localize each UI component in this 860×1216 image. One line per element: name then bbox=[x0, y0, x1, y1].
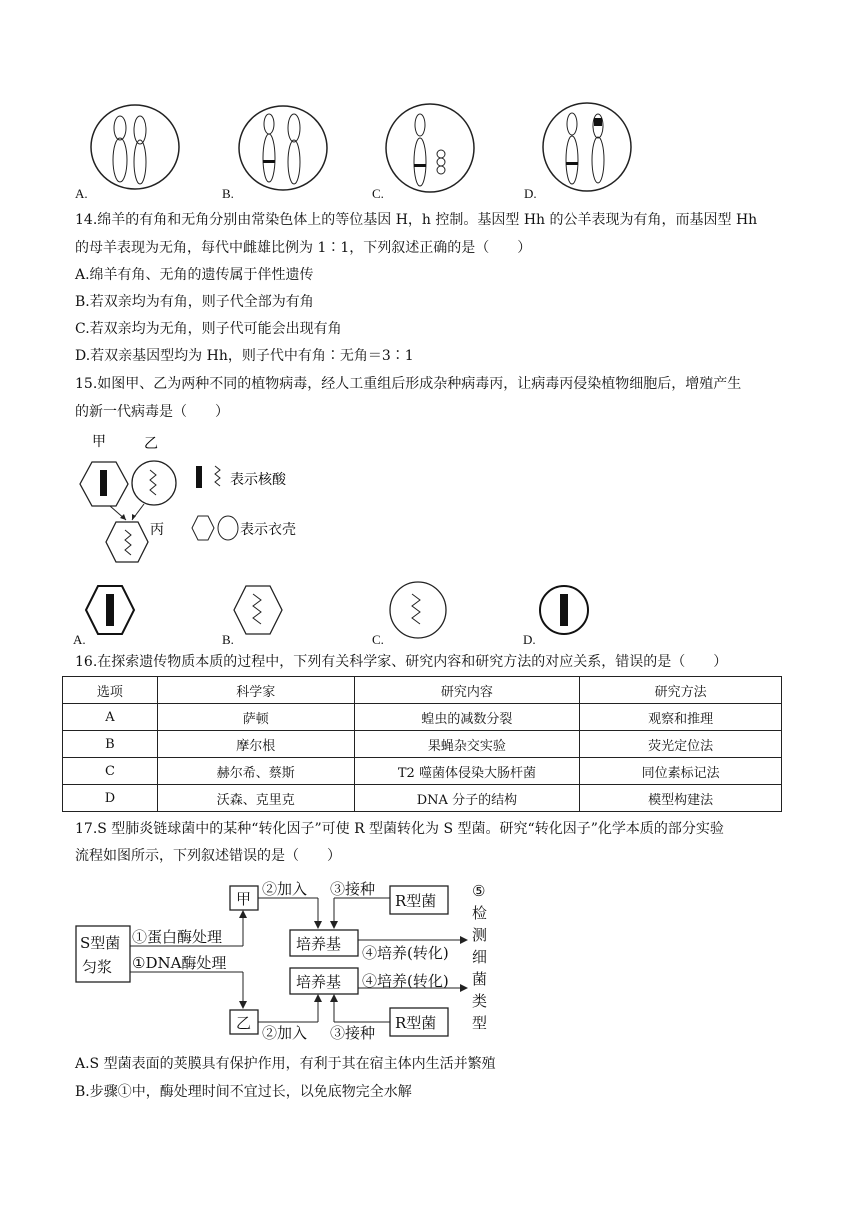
q17-yi: 乙 bbox=[236, 1014, 252, 1032]
q15-legend-circle-icon bbox=[218, 516, 238, 540]
q15-option-c: C. bbox=[372, 632, 384, 647]
table-cell: A bbox=[63, 704, 158, 731]
q15-stem-line1: 15.如图甲、乙为两种不同的植物病毒，经人工重组后形成杂种病毒丙，让病毒丙侵染植物细胞后，增殖产生 bbox=[75, 376, 742, 392]
q15-virus-diagram bbox=[70, 430, 330, 578]
q13-cell-a bbox=[91, 105, 179, 189]
table-cell: 赫尔希、蔡斯 bbox=[157, 758, 354, 785]
q17-jia: 甲 bbox=[236, 890, 252, 908]
q15-label-bing: 丙 bbox=[150, 522, 164, 538]
q17-detect-4: 菌 bbox=[472, 970, 488, 988]
table-row bbox=[63, 731, 782, 758]
table-cell: 观察和推理 bbox=[580, 704, 782, 731]
table-cell: 模型构建法 bbox=[580, 785, 782, 812]
q13-option-d: D. bbox=[524, 186, 537, 201]
q17-medium-bottom: 培养基 bbox=[296, 973, 342, 991]
q13-cell-b bbox=[239, 106, 327, 190]
table-cell: 萨顿 bbox=[157, 704, 354, 731]
q17-detect-1: 检 bbox=[472, 904, 488, 922]
table-row bbox=[63, 704, 782, 731]
q15-option-figures bbox=[70, 580, 590, 640]
q14-option-c: C.若双亲均为无角，则子代可能会出现有角 bbox=[75, 321, 342, 337]
table-cell: 果蝇杂交实验 bbox=[354, 731, 580, 758]
q15-legend-bar-icon bbox=[196, 466, 202, 488]
q17-option-a: A.S 型菌表面的荚膜具有保护作用，有利于其在宿主体内生活并繁殖 bbox=[75, 1056, 496, 1072]
q14-option-a: A.绵羊有角、无角的遗传属于伴性遗传 bbox=[75, 267, 314, 283]
table-row bbox=[63, 758, 782, 785]
table-cell: DNA 分子的结构 bbox=[354, 785, 580, 812]
q13-option-a: A. bbox=[75, 186, 88, 201]
q15-virus-bing-nucleic bbox=[125, 530, 131, 555]
q17-detect-6: 型 bbox=[472, 1014, 488, 1032]
table-cell: C bbox=[63, 758, 158, 785]
q16-table bbox=[62, 676, 782, 812]
table-cell: B bbox=[63, 731, 158, 758]
q13-cell-d bbox=[543, 103, 631, 191]
table-cell: 摩尔根 bbox=[157, 731, 354, 758]
q17-detect-5: 类 bbox=[472, 992, 488, 1010]
q15-legend-wave-icon bbox=[215, 466, 220, 486]
q14-stem-line1: 14.绵羊的有角和无角分别由常染色体上的等位基因 H，h 控制。基因型 Hh 的公羊表现为有角，而基因型 Hh bbox=[75, 212, 758, 228]
q17-add-bottom: ②加入 bbox=[262, 1024, 308, 1042]
table-header-cell: 科学家 bbox=[157, 677, 354, 704]
q15-label-jia: 甲 bbox=[92, 434, 106, 450]
q17-inoculate-bottom: ③接种 bbox=[330, 1024, 376, 1042]
q17-stem-line2: 流程如图所示，下列叙述错误的是（ ） bbox=[75, 848, 341, 864]
q17-culture-top: ④培养(转化) bbox=[362, 944, 449, 962]
q17-r-bottom: R型菌 bbox=[395, 1014, 437, 1032]
q13-chromosome-figures bbox=[60, 100, 780, 200]
q15-option-b: B. bbox=[222, 632, 234, 647]
table-header-cell: 选项 bbox=[63, 677, 158, 704]
table-cell: 蝗虫的减数分裂 bbox=[354, 704, 580, 731]
q17-inoculate-top: ③接种 bbox=[330, 880, 376, 898]
table-header-cell: 研究内容 bbox=[354, 677, 580, 704]
q17-detect-0: ⑤ bbox=[472, 882, 486, 900]
q15-label-yi: 乙 bbox=[144, 436, 158, 452]
table-cell: 沃森、克里克 bbox=[157, 785, 354, 812]
q15-legend-hex-icon bbox=[192, 516, 214, 540]
q17-flow-diagram bbox=[72, 876, 502, 1046]
table-row bbox=[63, 785, 782, 812]
table-cell: 荧光定位法 bbox=[580, 731, 782, 758]
q15-option-a: A. bbox=[73, 632, 86, 647]
table-cell: 同位素标记法 bbox=[580, 758, 782, 785]
q17-stem-line1: 17.S 型肺炎链球菌中的某种“转化因子”可使 R 型菌转化为 S 型菌。研究“转化因子”化学本质的部分实验 bbox=[75, 821, 724, 837]
q13-option-b: B. bbox=[222, 186, 234, 201]
q17-detect-2: 测 bbox=[472, 926, 488, 944]
q17-culture-bottom: ④培养(转化) bbox=[362, 972, 449, 990]
q17-dnase: ①DNA酶处理 bbox=[132, 954, 227, 972]
q16-stem: 16.在探索遗传物质本质的过程中，下列有关科学家、研究内容和研究方法的对应关系，错误的是（ ） bbox=[75, 654, 728, 670]
q15-legend-capsid: 表示衣壳 bbox=[240, 522, 296, 538]
table-cell: T2 噬菌体侵染大肠杆菌 bbox=[354, 758, 580, 785]
q17-medium-top: 培养基 bbox=[296, 935, 342, 953]
q15-virus-yi-nucleic bbox=[150, 470, 156, 495]
q14-option-d: D.若双亲基因型均为 Hh，则子代中有角∶无角＝3∶1 bbox=[75, 348, 414, 364]
table-cell: D bbox=[63, 785, 158, 812]
q17-r-top: R型菌 bbox=[395, 892, 437, 910]
table-header-row bbox=[63, 677, 782, 704]
q17-s-box-line2: 匀浆 bbox=[82, 958, 113, 976]
q14-stem-line2: 的母羊表现为无角，每代中雌雄比例为 1∶1，下列叙述正确的是（ ） bbox=[75, 240, 532, 256]
table-header-cell: 研究方法 bbox=[580, 677, 782, 704]
q15-virus-jia-nucleic bbox=[100, 470, 107, 496]
q15-option-d: D. bbox=[523, 632, 536, 647]
q15-stem-line2: 的新一代病毒是（ ） bbox=[75, 404, 229, 420]
q17-detect-3: 细 bbox=[472, 948, 488, 966]
q14-option-b: B.若双亲均为有角，则子代全部为有角 bbox=[75, 294, 314, 310]
q15-legend-nucleic: 表示核酸 bbox=[230, 472, 286, 488]
q17-option-b: B.步骤①中，酶处理时间不宜过长，以免底物完全水解 bbox=[75, 1084, 412, 1100]
q13-option-c: C. bbox=[372, 186, 384, 201]
q17-add-top: ②加入 bbox=[262, 880, 308, 898]
q17-s-box-line1: S型菌 bbox=[80, 934, 121, 952]
q13-cell-c bbox=[386, 104, 474, 192]
q17-proteinase: ①蛋白酶处理 bbox=[132, 928, 223, 946]
